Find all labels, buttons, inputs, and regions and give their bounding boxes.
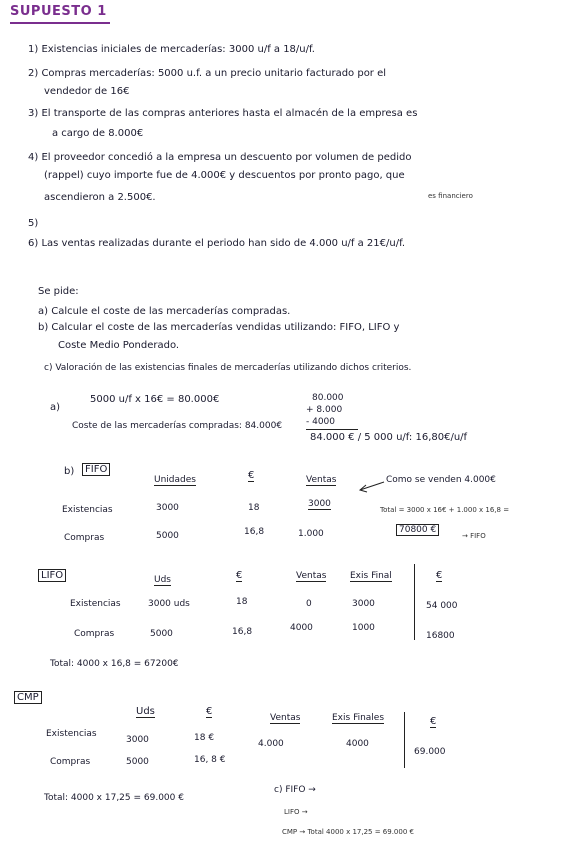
cmp-row-1-name: Existencias bbox=[46, 729, 97, 739]
lifo-row-1-name: Existencias bbox=[70, 599, 121, 609]
part-a-line-1: 5000 u/f x 16€ = 80.000€ bbox=[90, 394, 220, 405]
fifo-total: Total = 3000 x 16€ + 1.000 x 16,8 = bbox=[380, 506, 510, 514]
lifo-header-value bbox=[436, 570, 442, 582]
cmp-row-2-units: 5000 bbox=[126, 757, 149, 767]
page-title bbox=[10, 6, 107, 18]
fifo-row-1-sales bbox=[308, 498, 331, 510]
fifo-header-units-text: Unidades bbox=[154, 475, 196, 485]
lifo-header-sales bbox=[296, 570, 326, 582]
lifo-header-euro bbox=[236, 570, 242, 582]
se-pide-heading: Se pide: bbox=[38, 286, 79, 297]
fifo-row-1-sales-text: 3000 bbox=[308, 499, 331, 509]
lifo-label bbox=[38, 570, 66, 582]
cmp-header-uds bbox=[136, 706, 155, 718]
part-c-cmp: CMP → Total 4000 x 17,25 = 69.000 € bbox=[282, 828, 414, 836]
fifo-header-euro-text: € bbox=[248, 470, 255, 481]
fifo-label bbox=[82, 464, 110, 476]
se-pide-a: a) Calcule el coste de las mercaderías compradas. bbox=[38, 306, 291, 317]
cmp-header-sales-text: Ventas bbox=[270, 713, 301, 723]
cmp-row-1-units: 3000 bbox=[126, 735, 149, 745]
part-a-sum-rule bbox=[306, 429, 358, 430]
lifo-row-2-name: Compras bbox=[74, 629, 115, 639]
lifo-header-uds bbox=[154, 574, 171, 586]
lifo-row-1-units: 3000 uds bbox=[148, 599, 190, 609]
item-4-line-1: 4) El proveedor concedió a la empresa un descuento por volumen de pedido bbox=[28, 152, 412, 163]
part-a-sum-3: - 4000 bbox=[306, 417, 336, 427]
lifo-label-box: LIFO bbox=[38, 569, 66, 582]
part-a-sum-1: 80.000 bbox=[312, 393, 344, 403]
part-a-label: a) bbox=[50, 402, 61, 413]
fifo-header-sales-text: Ventas bbox=[306, 475, 337, 485]
item-2-line-2: vendedor de 16€ bbox=[44, 86, 130, 97]
cmp-final: 4000 bbox=[346, 739, 369, 749]
lifo-header-final bbox=[350, 570, 392, 582]
se-pide-b-line-2: Coste Medio Ponderado. bbox=[58, 340, 180, 351]
cmp-header-final bbox=[332, 712, 384, 724]
fifo-label-box: FIFO bbox=[82, 463, 110, 476]
fifo-row-1-units: 3000 bbox=[156, 503, 179, 513]
fifo-row-1-name: Existencias bbox=[62, 505, 113, 515]
cmp-header-final-text: Exis Finales bbox=[332, 713, 385, 723]
item-4-line-2: (rappel) cuyo importe fue de 4.000€ y descuentos por pronto pago, que bbox=[44, 170, 405, 181]
lifo-row-2-final: 1000 bbox=[352, 623, 375, 633]
part-a-result: 84.000 € / 5 000 u/f: 16,80€/u/f bbox=[310, 432, 468, 443]
cmp-sales: 4.000 bbox=[258, 739, 284, 749]
item-4-line-3: ascendieron a 2.500€. bbox=[44, 192, 156, 203]
cmp-divider bbox=[404, 712, 405, 768]
cmp-header-euro-text: € bbox=[206, 706, 213, 717]
title-underline bbox=[10, 22, 110, 24]
fifo-header-sales bbox=[306, 474, 336, 486]
cmp-total: Total: 4000 x 17,25 = 69.000 € bbox=[44, 793, 184, 803]
part-a-line-2: Coste de las mercaderías compradas: 84.000€ bbox=[72, 421, 283, 431]
lifo-header-uds-text: Uds bbox=[154, 575, 171, 585]
lifo-row-2-sales: 4000 bbox=[290, 623, 313, 633]
fifo-arrow: → FIFO bbox=[462, 532, 486, 540]
cmp-row-2-price: 16, 8 € bbox=[194, 755, 226, 765]
fifo-prefix: b) bbox=[64, 466, 75, 477]
lifo-row-1-sales: 0 bbox=[306, 599, 312, 609]
lifo-header-sales-text: Ventas bbox=[296, 571, 327, 581]
fifo-total-value bbox=[396, 524, 439, 536]
item-5: 5) bbox=[28, 218, 39, 229]
cmp-label-box: CMP bbox=[14, 691, 42, 704]
cmp-header-value bbox=[430, 716, 436, 728]
lifo-header-euro-text: € bbox=[236, 570, 243, 581]
se-pide-c: c) Valoración de las existencias finales de mercaderías utilizando dichos criterios. bbox=[44, 363, 412, 373]
item-3-line-2: a cargo de 8.000€ bbox=[52, 128, 144, 139]
lifo-row-1-price: 18 bbox=[236, 597, 248, 607]
cmp-row-1-price: 18 € bbox=[194, 733, 215, 743]
fifo-arrow-label: FIFO bbox=[470, 532, 486, 540]
cmp-header-euro bbox=[206, 706, 212, 718]
fifo-row-2-sales: 1.000 bbox=[298, 529, 324, 539]
part-c-fifo: c) FIFO → bbox=[274, 785, 316, 795]
cmp-label bbox=[14, 692, 42, 704]
fifo-header-euro bbox=[248, 470, 254, 482]
item-3-line-1: 3) El transporte de las compras anteriores hasta el almacén de la empresa es bbox=[28, 108, 418, 119]
cmp-row-2-name: Compras bbox=[50, 757, 91, 767]
cmp-value: 69.000 bbox=[414, 747, 446, 757]
fifo-note-arrow-icon bbox=[356, 480, 386, 494]
lifo-header-value-text: € bbox=[436, 570, 443, 581]
item-6: 6) Las ventas realizadas durante el periodo han sido de 4.000 u/f a 21€/u/f. bbox=[28, 238, 406, 249]
lifo-row-1-value: 54 000 bbox=[426, 601, 458, 611]
lifo-divider bbox=[414, 564, 415, 640]
item-1: 1) Existencias iniciales de mercaderías: 3000 u/f a 18/u/f. bbox=[28, 44, 315, 55]
cmp-header-sales bbox=[270, 712, 300, 724]
lifo-row-1-final: 3000 bbox=[352, 599, 375, 609]
item-2-line-1: 2) Compras mercaderías: 5000 u.f. a un precio unitario facturado por el bbox=[28, 68, 387, 79]
fifo-note: Como se venden 4.000€ bbox=[386, 475, 496, 485]
fifo-header-units bbox=[154, 474, 196, 486]
fifo-row-1-price: 18 bbox=[248, 503, 260, 513]
lifo-row-2-value: 16800 bbox=[426, 631, 455, 641]
cmp-header-value-text: € bbox=[430, 716, 437, 727]
fifo-total-value-box: 70800 € bbox=[396, 524, 439, 536]
lifo-header-final-text: Exis Final bbox=[350, 571, 392, 581]
fifo-row-2-units: 5000 bbox=[156, 531, 179, 541]
cmp-header-uds-text: Uds bbox=[136, 706, 155, 717]
part-c-lifo: LIFO → bbox=[284, 808, 308, 816]
fifo-row-2-price: 16,8 bbox=[244, 527, 265, 537]
part-a-sum-2: + 8.000 bbox=[306, 405, 343, 415]
se-pide-b-line-1: b) Calcular el coste de las mercaderías vendidas utilizando: FIFO, LIFO y bbox=[38, 322, 400, 333]
lifo-row-2-price: 16,8 bbox=[232, 627, 253, 637]
lifo-total: Total: 4000 x 16,8 = 67200€ bbox=[50, 659, 179, 669]
lifo-row-2-units: 5000 bbox=[150, 629, 173, 639]
title-text: SUPUESTO 1 bbox=[10, 4, 107, 19]
fifo-row-2-name: Compras bbox=[64, 533, 105, 543]
item-4-note: es financiero bbox=[428, 192, 473, 200]
